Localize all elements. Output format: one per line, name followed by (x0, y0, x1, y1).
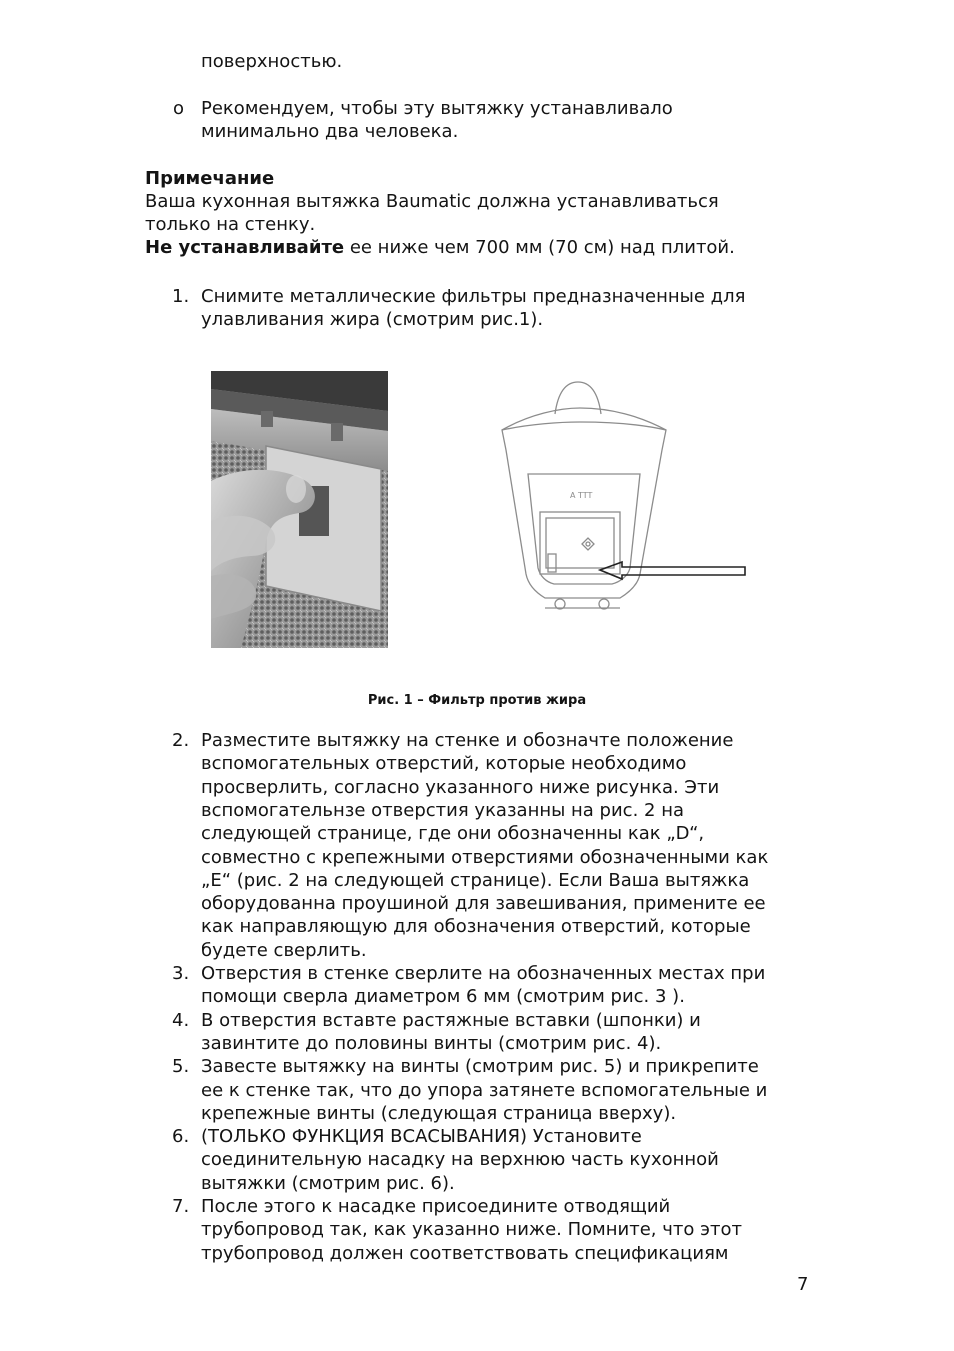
step-line: Отверстия в стенке сверлите на обозначенных местах при (201, 963, 766, 984)
step-number: 7. (172, 1196, 190, 1217)
bullet-marker: o (173, 98, 185, 119)
note-heading: Примечание (145, 168, 275, 189)
svg-text:A TTT: A TTT (570, 491, 593, 500)
step-number: 2. (172, 730, 190, 751)
step-line: Завесте вытяжку на винты (смотрим рис. 5) и прикрепите (201, 1056, 759, 1078)
step-number: 4. (172, 1009, 190, 1031)
step-line: как направляющую для обозначения отверстий, которые (201, 916, 751, 938)
step-number: 3. (172, 963, 190, 984)
step-line: В отверстия вставте растяжные вставки (шпонки) и (201, 1009, 701, 1031)
bullet-line-1: Рекомендуем, чтобы эту вытяжку устанавливало (201, 98, 673, 119)
step-line: трубопровод должен соответствовать спецификациям (201, 1242, 729, 1264)
note-line-2: только на стенку. (145, 214, 316, 235)
note-line-1: Ваша кухонная вытяжка Baumatic должна устанавливаться (145, 191, 719, 212)
step-line: „E“ (рис. 2 на следующей странице). Если Ваша вытяжка (201, 869, 750, 891)
step-line: трубопровод так, как указанно ниже. Помните, что этот (201, 1219, 742, 1241)
page-number: 7 (797, 1274, 809, 1295)
step-number: 6. (172, 1126, 190, 1148)
note-warning-bold: Не устанавливайте (145, 237, 345, 258)
continuation-text: поверхностью. (201, 51, 343, 72)
step-1-number: 1. (172, 286, 190, 307)
step-line: вспомогательных отверстий, которые необходимо (201, 753, 687, 775)
figure-diagram (490, 378, 755, 628)
step-1-line-1: Снимите металлические фильтры предназначенные для (201, 286, 746, 307)
hand-removing-filter-photo-icon (211, 371, 388, 648)
step-line: Разместите вытяжку на стенке и обозначте положение (201, 730, 734, 751)
step-line: крепежные винты (следующая страница вверху). (201, 1102, 677, 1124)
step-line: ее к стенке так, что до упора затянете вспомогательные и (201, 1079, 768, 1101)
hood-filter-diagram-icon (490, 378, 755, 628)
step-line: оборудованна проушиной для завешивания, примените ее (201, 893, 766, 915)
step-line: соединительную насадку на верхнюю часть кухонной (201, 1149, 719, 1171)
step-1-line-2: улавливания жира (смотрим рис.1). (201, 309, 544, 330)
step-line: просверлить, согласно указанного ниже рисунка. Эти (201, 776, 720, 798)
step-line: помощи сверла диаметром 6 мм (смотрим рис. 3 ). (201, 986, 685, 1008)
bullet-line-2: минимально два человека. (201, 121, 459, 142)
step-line: После этого к насадке присоедините отводящий (201, 1196, 671, 1217)
step-line: вытяжки (смотрим рис. 6). (201, 1172, 455, 1194)
step-line: совместно с крепежными отверстиями обозначенными как (201, 846, 769, 868)
step-line: вспомогательнзе отверстия указанны на рис. 2 на (201, 799, 684, 821)
step-number: 5. (172, 1056, 190, 1078)
figure-photo (211, 371, 388, 648)
step-line: завинтите до половины винты (смотрим рис. 4). (201, 1032, 662, 1054)
step-line: (ТОЛЬКО ФУНКЦИЯ ВСАСЫВАНИЯ) Установите (201, 1126, 642, 1148)
note-warning-rest: ее ниже чем 700 мм (70 см) над плитой. (344, 237, 735, 258)
step-line: следующей странице, где они обозначенны как „D“, (201, 823, 705, 845)
figure-caption: Рис. 1 – Фильтр против жира (367, 693, 587, 708)
step-line: будете сверлить. (201, 939, 367, 961)
note-line-3 (145, 236, 735, 259)
